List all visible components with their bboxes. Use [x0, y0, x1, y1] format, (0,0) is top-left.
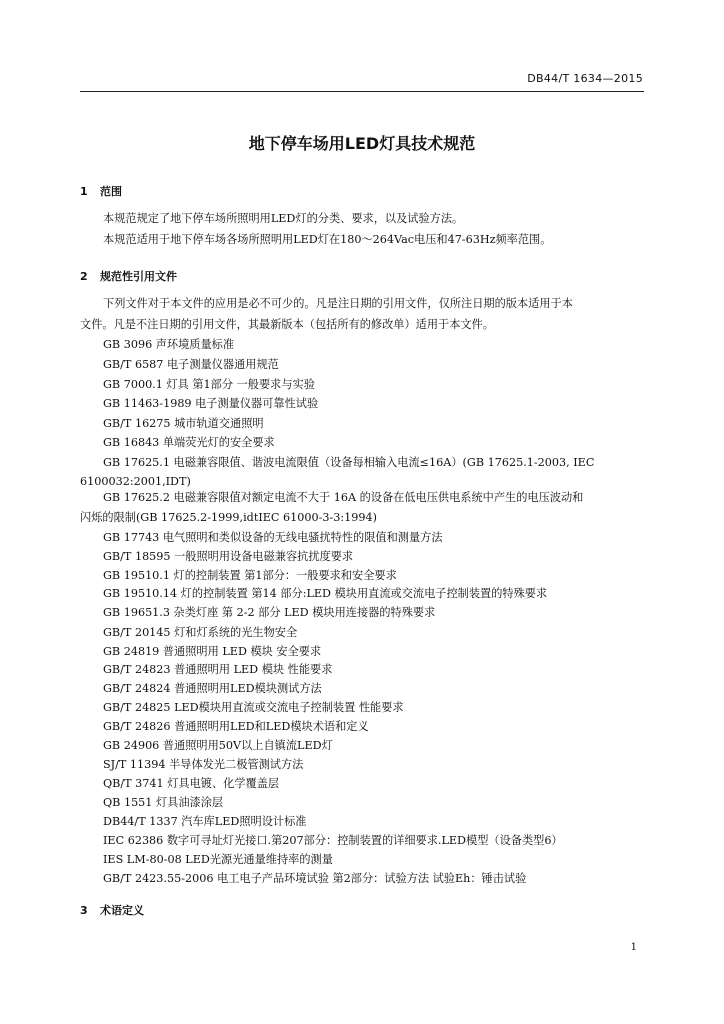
reference-line: GB 7000.1 灯具 第1部分 一般要求与实验 — [103, 378, 315, 391]
reference-line: GB/T 18595 一般照明用设备电磁兼容抗扰度要求 — [103, 550, 354, 563]
reference-line: IEC 62386 数字可寻址灯光接口.第207部分：控制装置的详细要求.LED模型（设备类型6） — [103, 834, 563, 847]
reference-line: GB/T 24823 普通照明用 LED 模块 性能要求 — [103, 663, 333, 676]
reference-line: DB44/T 1337 汽车库LED照明设计标准 — [103, 815, 307, 828]
reference-line: QB 1551 灯具油漆涂层 — [103, 796, 224, 809]
reference-line: GB 11463-1989 电子测量仪器可靠性试验 — [103, 397, 319, 410]
paragraph-line: 本规范适用于地下停车场各场所照明用LED灯在180～264Vac电压和47-63Hz频率范围。 — [103, 233, 552, 246]
paragraph-line: 下列文件对于本文件的应用是必不可少的。凡是注日期的引用文件，仅所注日期的版本适用于本 — [103, 297, 573, 310]
reference-line: GB/T 6587 电子测量仪器通用规范 — [103, 358, 279, 371]
reference-line: GB 19651.3 杂类灯座 第 2-2 部分 LED 模块用连接器的特殊要求 — [103, 606, 436, 619]
reference-line: GB/T 24825 LED模块用直流或交流电子控制装置 性能要求 — [103, 701, 404, 714]
section-title: 范围 — [100, 185, 122, 198]
reference-line: GB 17625.1 电磁兼容限值、谐波电流限值（设备每相输入电流≤16A）(GB 17625.1-2003, IEC — [103, 456, 595, 469]
reference-line: GB/T 24826 普通照明用LED和LED模块术语和定义 — [103, 720, 369, 733]
document-code: DB44/T 1634—2015 — [527, 72, 643, 85]
section-title: 术语定义 — [100, 904, 144, 917]
reference-line: GB 16843 单端荧光灯的安全要求 — [103, 436, 275, 449]
section-heading-scope — [80, 183, 122, 199]
reference-line: GB/T 2423.55-2006 电工电子产品环境试验 第2部分：试验方法 试验Eh：锤击试验 — [103, 872, 527, 885]
reference-line: GB 24906 普通照明用50V以上自镇流LED灯 — [103, 739, 333, 752]
header-divider — [80, 91, 644, 92]
page-number: 1 — [630, 942, 637, 953]
reference-line: GB/T 16275 城市轨道交通照明 — [103, 417, 264, 430]
reference-line: SJ/T 11394 半导体发光二极管测试方法 — [103, 758, 304, 771]
paragraph-line: 文件。凡是不注日期的引用文件，其最新版本（包括所有的修改单）适用于本文件。 — [80, 318, 494, 331]
section-heading-terms — [80, 902, 144, 918]
section-number: 3 — [80, 904, 88, 917]
reference-line: GB/T 20145 灯和灯系统的光生物安全 — [103, 626, 298, 639]
section-title: 规范性引用文件 — [100, 270, 177, 283]
section-number: 2 — [80, 270, 88, 283]
reference-line: GB 17625.2 电磁兼容限值对额定电流不大于 16A 的设备在低电压供电系统中产生的电压波动和 — [103, 491, 584, 504]
reference-line: GB 19510.14 灯的控制装置 第14 部分:LED 模块用直流或交流电子控制装置的特殊要求 — [103, 587, 548, 600]
reference-line: GB 19510.1 灯的控制装置 第1部分：一般要求和安全要求 — [103, 569, 397, 582]
section-heading-normative-references — [80, 268, 177, 284]
reference-line: IES LM-80-08 LED光源光通量维持率的测量 — [103, 853, 333, 866]
reference-line: GB 3096 声环境质量标准 — [103, 338, 235, 351]
reference-line: 闪烁的限制(GB 17625.2-1999,idtIEC 61000-3-3:1994) — [80, 511, 378, 524]
document-title: 地下停车场用LED灯具技术规范 — [248, 134, 476, 153]
reference-line: GB 17743 电气照明和类似设备的无线电骚扰特性的限值和测量方法 — [103, 531, 443, 544]
section-number: 1 — [80, 185, 88, 198]
reference-line: GB 24819 普通照明用 LED 模块 安全要求 — [103, 645, 322, 658]
reference-line: GB/T 24824 普通照明用LED模块测试方法 — [103, 682, 322, 695]
reference-line: 6100032:2001,IDT) — [80, 475, 191, 488]
paragraph-line: 本规范规定了地下停车场所照明用LED灯的分类、要求，以及试验方法。 — [103, 212, 464, 225]
reference-line: QB/T 3741 灯具电镀、化学覆盖层 — [103, 777, 280, 790]
